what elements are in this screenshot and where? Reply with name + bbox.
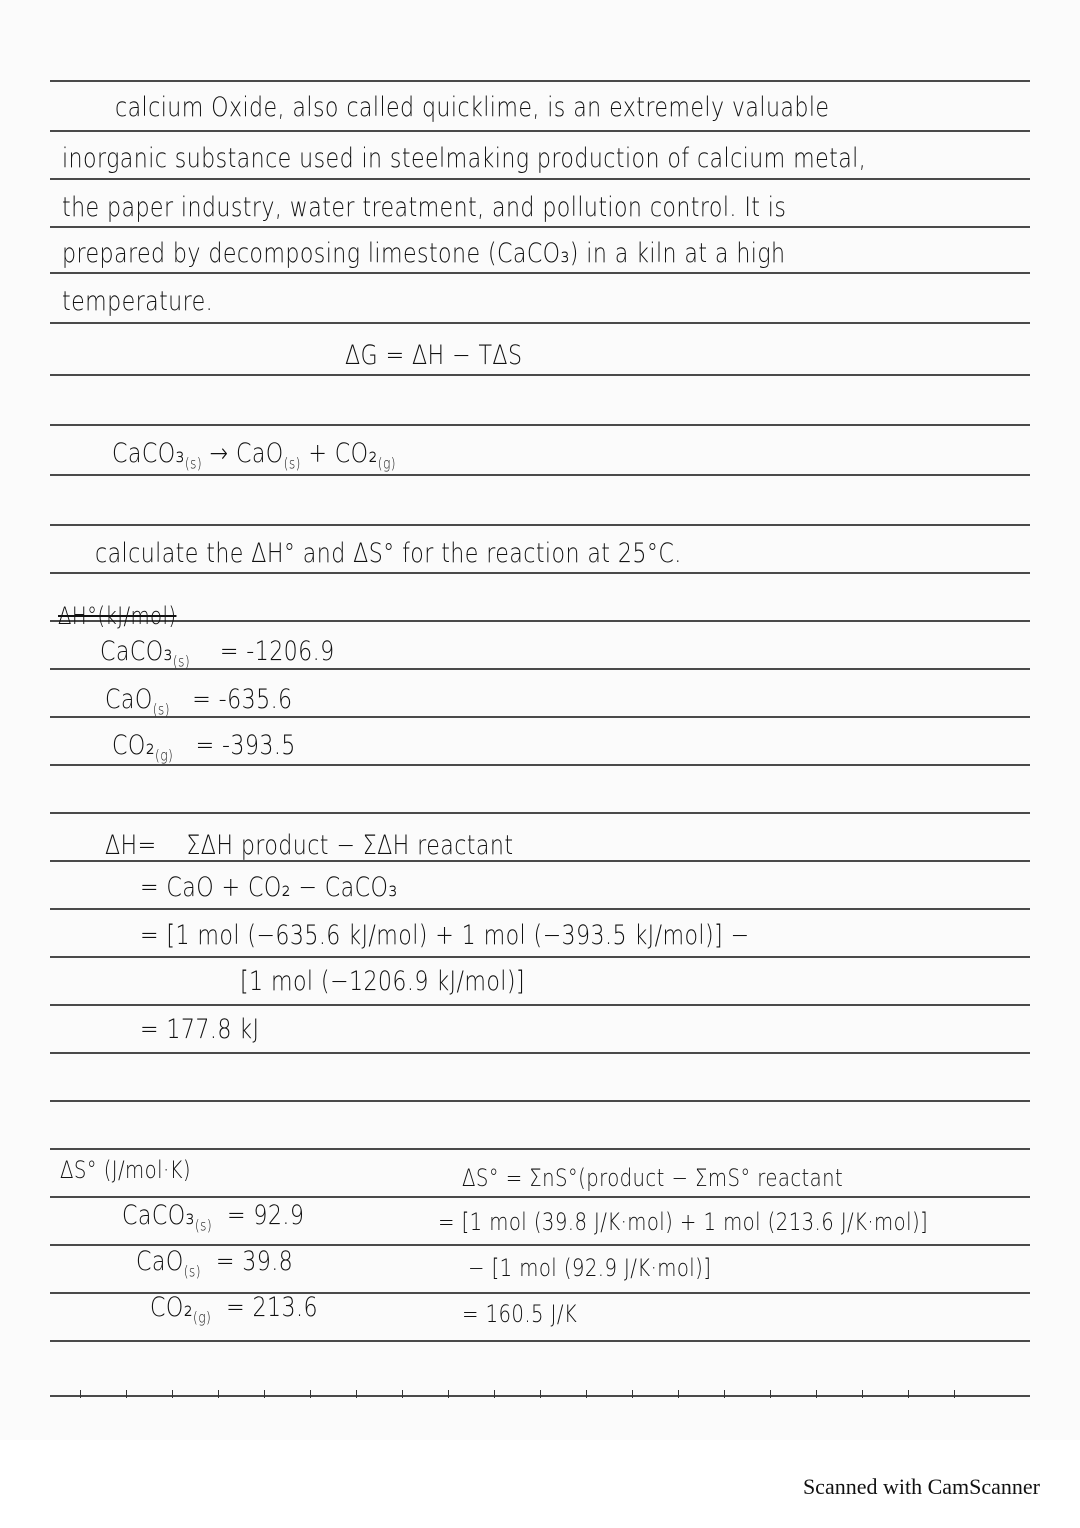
reactant-state: (s) (184, 454, 203, 473)
product-1-state: (s) (283, 454, 301, 473)
enthalpy-table-header: ΔH°(kJ/mol) (58, 602, 177, 630)
ruled-line (50, 474, 1030, 476)
plus-sign: + (308, 438, 328, 469)
product-2-state: (g) (377, 454, 396, 473)
reactant: CaCO₃ (112, 438, 185, 469)
enthalpy-calc-line-4: [1 mol (−1206.9 kJ/mol)] (240, 966, 525, 997)
entropy-result: = 160.5 J/K (462, 1300, 578, 1328)
ruled-line (50, 1340, 1030, 1342)
entropy-row (122, 1200, 304, 1234)
ruled-line (50, 374, 1030, 376)
entropy-table-header: ΔS° (J/mol·K) (60, 1156, 192, 1184)
ruled-line (50, 178, 1030, 180)
ruled-line (50, 226, 1030, 228)
state: (s) (194, 1216, 213, 1235)
ruled-line (50, 1196, 1030, 1198)
species: CaO (105, 684, 153, 715)
ruled-line (50, 1148, 1030, 1150)
intro-line-1: calcium Oxide, also called quicklime, is an extremely valuable (115, 92, 830, 123)
state: (s) (152, 700, 170, 719)
value: = -1206.9 (219, 636, 335, 667)
intro-line-4: prepared by decomposing limestone (CaCO₃) in a kiln at a high (62, 238, 786, 269)
ruled-line (50, 424, 1030, 426)
ruled-line (50, 956, 1030, 958)
ruled-line (50, 908, 1030, 910)
value: = 92.9 (226, 1200, 305, 1231)
reaction-equation (112, 438, 396, 472)
ruled-line (50, 1004, 1030, 1006)
species: CO₂ (112, 730, 155, 761)
state: (s) (172, 652, 191, 671)
ruled-line (50, 322, 1030, 324)
value: = -635.6 (192, 684, 293, 715)
intro-line-2: inorganic substance used in steelmaking production of calcium metal, (62, 143, 867, 174)
ruled-line (50, 80, 1030, 82)
product-1: CaO (235, 438, 284, 469)
entropy-row (136, 1246, 293, 1280)
enthalpy-row (105, 684, 293, 718)
ruled-line (50, 1052, 1030, 1054)
ruled-line (50, 572, 1030, 574)
enthalpy-row (112, 730, 296, 764)
ruler-ticks (80, 1390, 1000, 1398)
species: CO₂ (150, 1292, 193, 1323)
entropy-calc-line-2: = [1 mol (39.8 J/K·mol) + 1 mol (213.6 J/K·mol)] (438, 1208, 929, 1236)
value: = -393.5 (195, 730, 296, 761)
intro-line-5: temperature. (62, 286, 214, 317)
species: CaO (136, 1246, 184, 1277)
product-2: CO₂ (334, 438, 378, 469)
enthalpy-row (100, 636, 335, 670)
gibbs-equation: ΔG = ΔH − TΔS (345, 340, 523, 371)
reaction-arrow: → (209, 438, 229, 469)
entropy-calc-line-3: − [1 mol (92.9 J/K·mol)] (468, 1254, 712, 1282)
state: (s) (183, 1262, 201, 1281)
ruled-line (50, 1100, 1030, 1102)
entropy-calc-line-1: ΔS° = ΣnS°(product − ΣmS° reactant (462, 1164, 844, 1192)
enthalpy-result: = 177.8 kJ (140, 1014, 260, 1045)
delta-h-formula: ΣΔH product − ΣΔH reactant (186, 830, 514, 861)
question-text: calculate the ΔH° and ΔS° for the reaction at 25°C. (95, 538, 682, 569)
ruled-line (50, 272, 1030, 274)
ruled-line (50, 130, 1030, 132)
enthalpy-calc-line-3: = [1 mol (−635.6 kJ/mol) + 1 mol (−393.5 kJ/mol)] − (140, 920, 750, 951)
ruled-line (50, 812, 1030, 814)
enthalpy-calc-line-2: = CaO + CO₂ − CaCO₃ (140, 872, 398, 903)
enthalpy-calc-line-1 (105, 830, 513, 861)
scanner-watermark: Scanned with CamScanner (802, 1474, 1040, 1499)
species: CaCO₃ (100, 636, 173, 667)
ruled-line (50, 620, 1030, 622)
state: (g) (192, 1308, 212, 1327)
entropy-row (150, 1292, 318, 1326)
value: = 39.8 (215, 1246, 294, 1277)
value: = 213.6 (226, 1292, 318, 1323)
species: CaCO₃ (122, 1200, 195, 1231)
intro-line-3: the paper industry, water treatment, and pollution control. It is (62, 192, 787, 223)
delta-h-label: ΔH= (105, 830, 157, 861)
ruled-line (50, 524, 1030, 526)
state: (g) (154, 746, 174, 765)
